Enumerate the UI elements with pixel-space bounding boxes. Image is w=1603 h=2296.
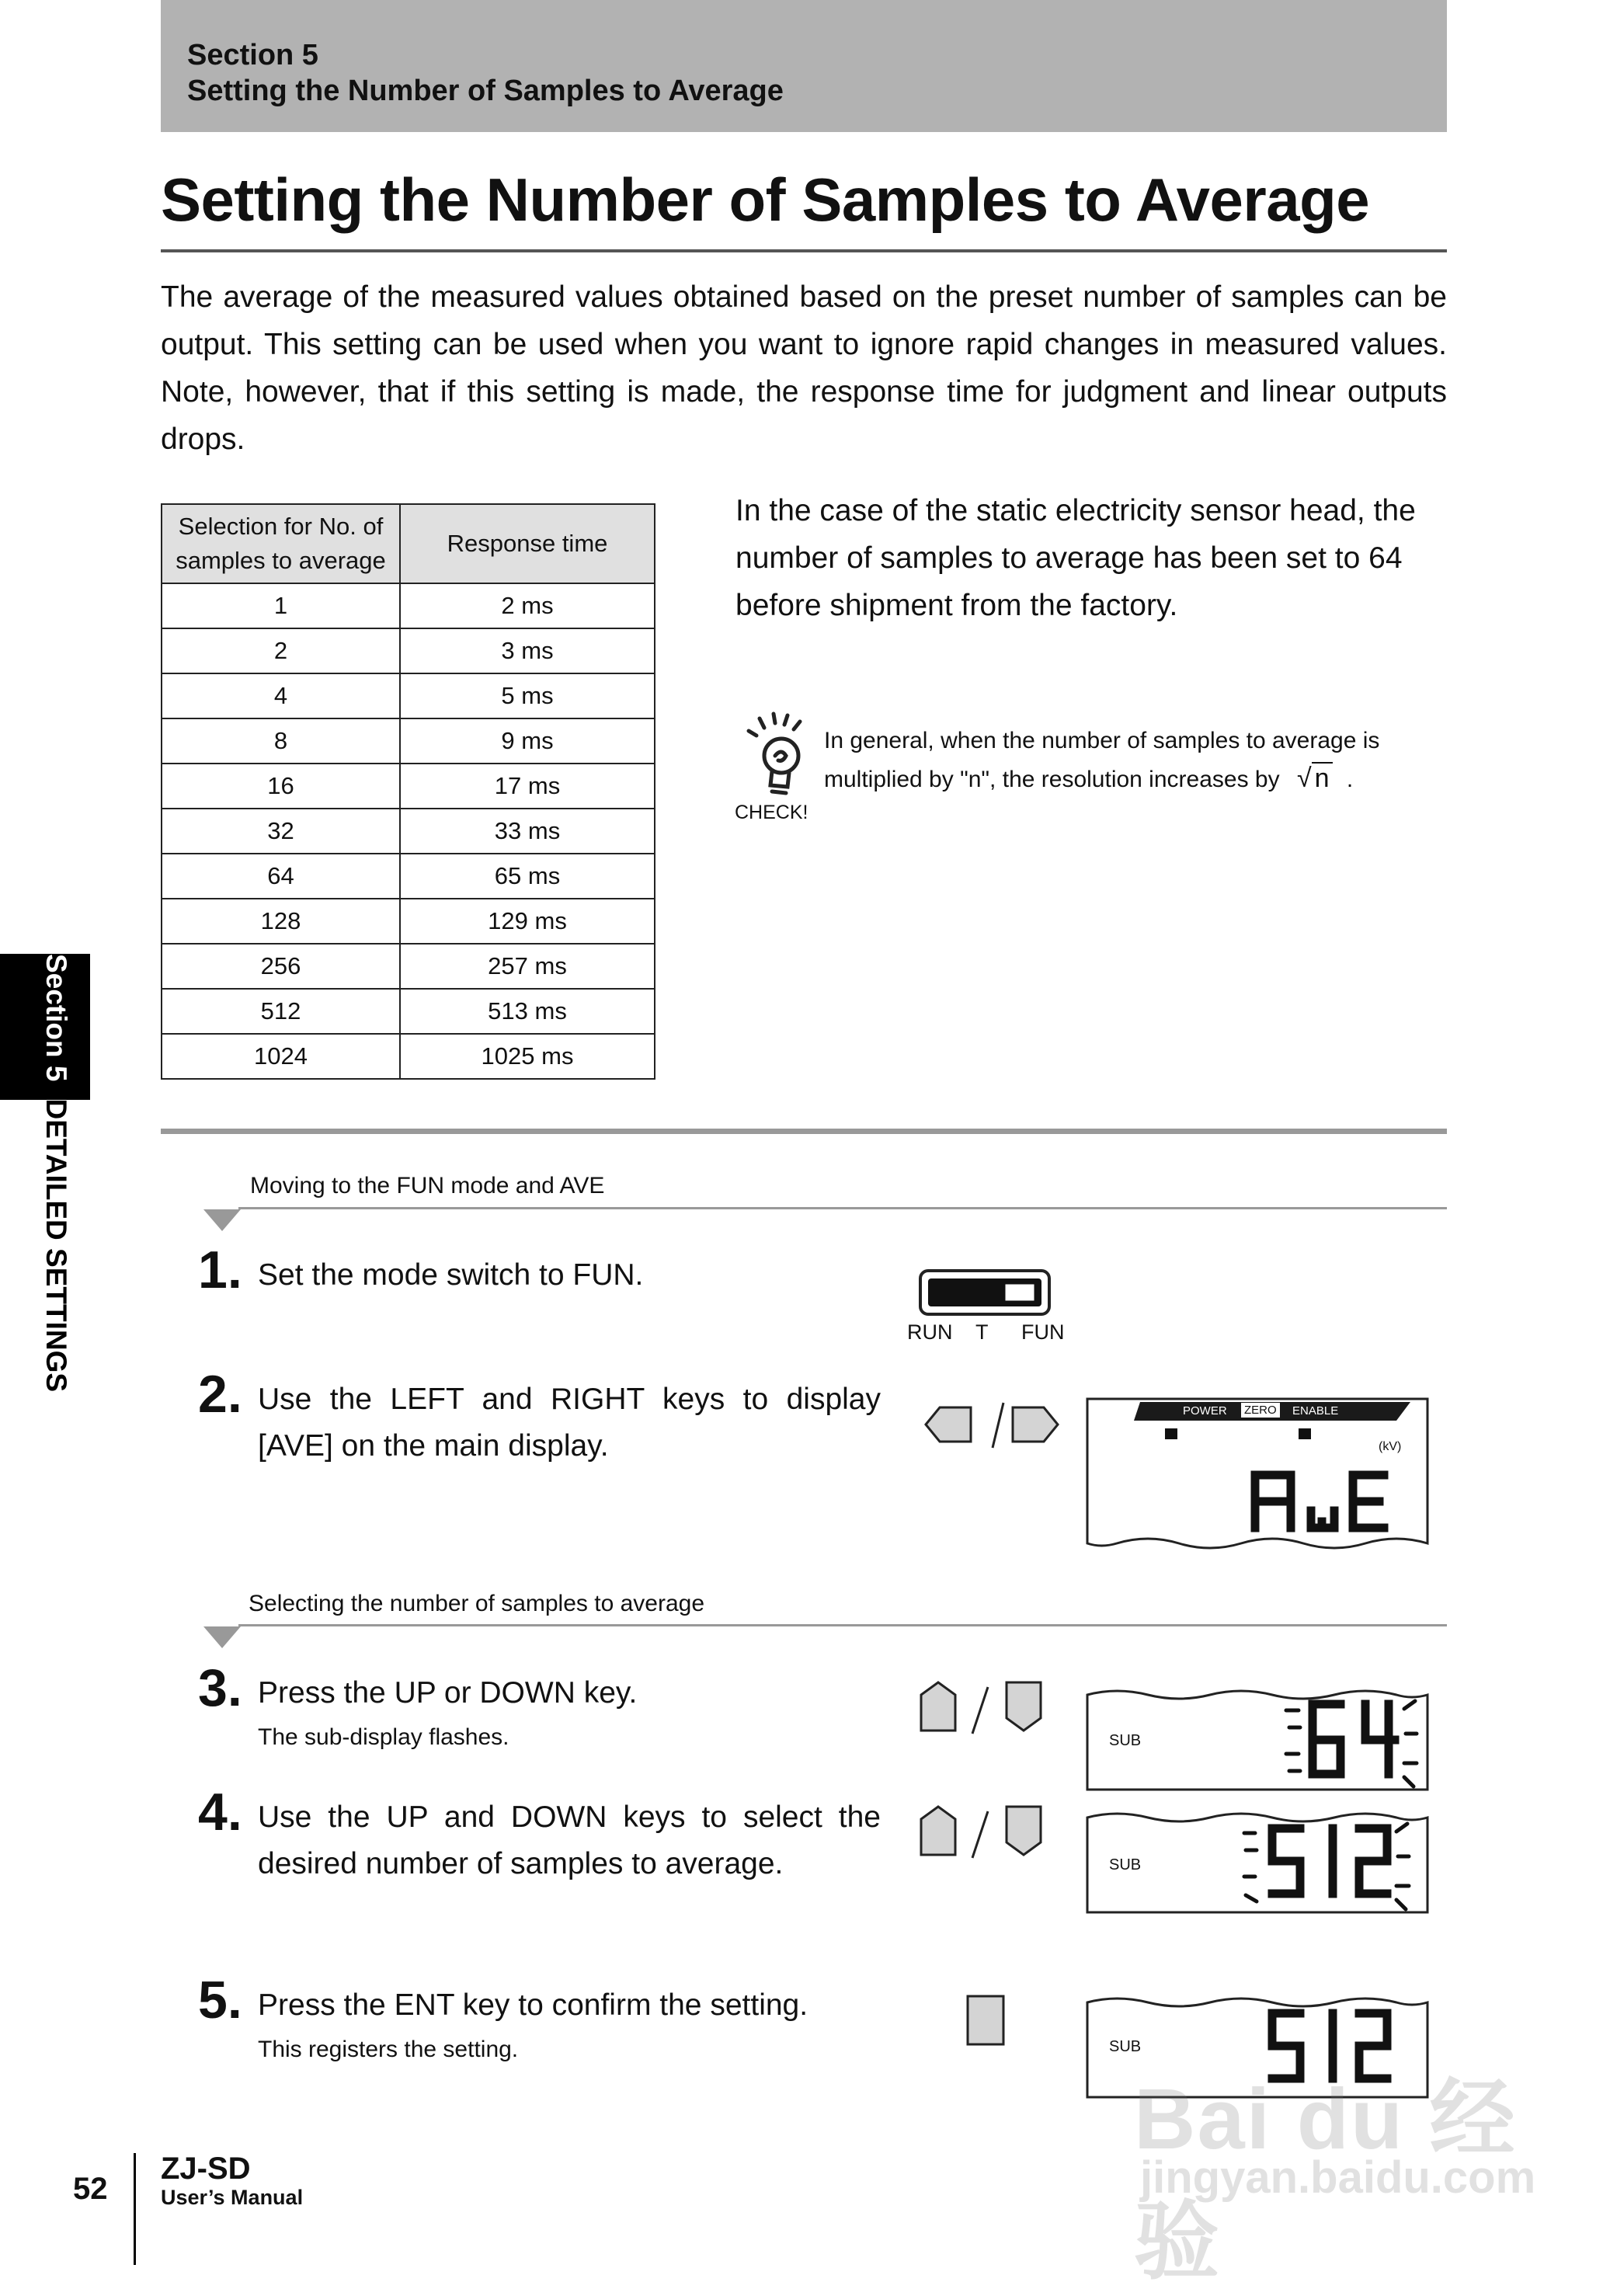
table-cell-time: 33 ms [400,809,655,854]
footer-manual: User’s Manual [161,2186,304,2209]
indicator-power: POWER [1183,1404,1227,1418]
response-time-table [161,503,655,1080]
step-text: Use the LEFT and RIGHT keys to display [AVE] on the main display. [258,1383,881,1463]
indicator-zero: ZERO [1241,1403,1280,1418]
table-cell-samples: 1 [162,583,400,628]
sub-display-label: SUB [1109,2038,1142,2055]
intro-paragraph: The average of the measured values obtained based on the preset number of samples can be output. This setting can be used when you want to ignore rapid changes in measured values. Note, however, that if this setting is made, the response time for judgment and linear outputs drops. [161,280,1447,456]
lightbulb-icon [738,711,815,800]
table-row [162,583,655,628]
check-note [824,722,1461,798]
table-cell-samples: 128 [162,899,400,944]
check-note-period: . [1346,767,1354,792]
step-number: 2. [198,1365,242,1424]
section-divider [161,1129,1447,1134]
table-cell-time: 65 ms [400,854,655,899]
display-unit: (kV) [1379,1440,1402,1453]
subheading-select-samples: Selecting the number of samples to average [249,1591,705,1616]
table-cell-time: 1025 ms [400,1034,655,1079]
watermark-logo: Bai du 经验 [1134,2072,1517,2290]
section-header [161,0,1447,132]
factory-default-note: In the case of the static electricity sensor head, the number of samples to average has been set to 64 before shipment from the factory. [735,494,1416,622]
check-note-line1: In general, when the number of samples to average is [824,728,1380,753]
table-cell-samples: 4 [162,673,400,718]
table-row [162,718,655,764]
sub-display-label: SUB [1109,1732,1142,1749]
switch-label-t: T [975,1320,989,1344]
table-row [162,628,655,673]
step-text: Set the mode switch to FUN. [258,1258,644,1292]
header-subtitle: Setting the Number of Samples to Average [187,75,784,107]
step-number: 4. [198,1783,242,1842]
check-note-line2 [824,760,1461,798]
footer-model: ZJ-SD [161,2152,251,2186]
table-cell-samples: 16 [162,764,400,809]
up-down-keys-icon [916,1679,1056,1738]
table-header-row [162,504,655,583]
indicator-enable: ENABLE [1292,1404,1339,1418]
main-display [1086,1394,1431,1550]
sub-display-label: SUB [1109,1856,1142,1873]
side-tab-label [33,954,79,1498]
table-cell-time: 9 ms [400,718,655,764]
subheading-rule [238,1207,1447,1209]
table-header-response: Response time [400,504,655,583]
table-cell-samples: 2 [162,628,400,673]
page-number: 52 [73,2172,108,2206]
table-row [162,899,655,944]
step-text: Press the UP or DOWN key. [258,1676,638,1710]
table-row [162,989,655,1034]
table-row [162,673,655,718]
step-number: 3. [198,1658,242,1717]
left-right-keys-icon [923,1400,1062,1454]
switch-label-fun: FUN [1021,1320,1065,1344]
sub-display-value [1243,1864,1244,1865]
table-cell-samples: 256 [162,944,400,989]
ent-key-icon [963,1993,1010,2049]
table-cell-samples: 32 [162,809,400,854]
subheading-rule [238,1624,1447,1626]
table-cell-time: 2 ms [400,583,655,628]
table-row [162,854,655,899]
sqrt-variable: n [1312,762,1333,793]
sqrt-symbol: √ n [1297,760,1333,797]
table-cell-samples: 1024 [162,1034,400,1079]
table-row [162,809,655,854]
watermark-url: jingyan.baidu.com [1140,2152,1536,2203]
header-section-label: Section 5 [187,39,318,71]
table-cell-time: 129 ms [400,899,655,944]
table-row [162,764,655,809]
title-divider [161,249,1447,252]
up-down-keys-icon [916,1804,1056,1863]
step-subtext: This registers the setting. [258,2037,519,2062]
table-header-samples-text: Selection for No. of samples to average [176,513,386,574]
table-cell-time: 5 ms [400,673,655,718]
subheading-arrow-icon [203,1626,241,1648]
table-row [162,944,655,989]
step-text: Use the UP and DOWN keys to select the desired number of samples to average. [258,1800,881,1880]
step-subtext: The sub-display flashes. [258,1724,509,1750]
table-cell-samples: 64 [162,854,400,899]
table-cell-time: 17 ms [400,764,655,809]
main-display-value [1243,1491,1244,1492]
page-title: Setting the Number of Samples to Average [161,165,1370,234]
check-note-line2-text: multiplied by "n", the resolution increases by [824,767,1280,792]
side-tab-section: Section 5 [40,954,72,1082]
switch-label-run: RUN [907,1320,953,1344]
step-text: Press the ENT key to confirm the setting. [258,1988,808,2022]
subheading-fun-mode: Moving to the FUN mode and AVE [250,1173,605,1198]
table-cell-time: 257 ms [400,944,655,989]
step-number: 5. [198,1971,242,2030]
table-cell-time: 3 ms [400,628,655,673]
table-row [162,1034,655,1079]
subheading-arrow-icon [203,1209,241,1231]
table-cell-time: 513 ms [400,989,655,1034]
check-label: CHECK! [735,802,808,823]
table-header-samples [162,504,400,583]
side-tab-chapter: DETAILED SETTINGS [40,1098,72,1393]
table-cell-samples: 8 [162,718,400,764]
footer-divider [134,2153,136,2265]
step-number: 1. [198,1240,242,1299]
table-cell-samples: 512 [162,989,400,1034]
